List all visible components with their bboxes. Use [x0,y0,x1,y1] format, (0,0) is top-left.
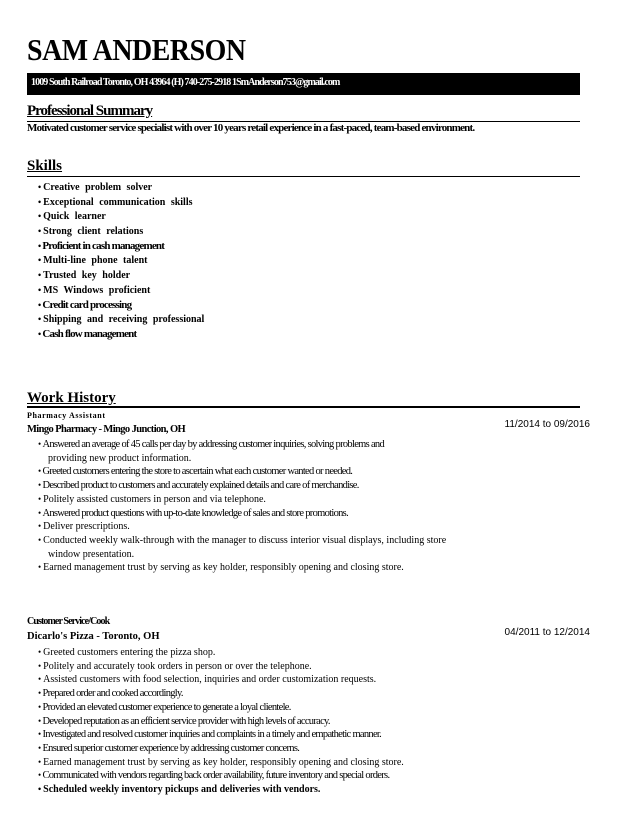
duty-item: • Politely and accurately took orders in person or over the telephone. [38,660,312,672]
skill-item: • Exceptional communication skills [38,196,193,208]
job-company: Mingo Pharmacy - Mingo Junction, OH [27,424,186,435]
duty-item: • Provided an elevated customer experience to generate a loyal clientele. [38,701,291,713]
duty-item: • Prepared order and cooked accordingly. [38,688,183,700]
duty-item: • Developed reputation as an efficient service provider with high levels of accuracy. [38,715,330,727]
skill-item: • Strong client relations [38,226,144,238]
summary-text: Motivated customer service specialist with over 10 years retail experience in a fast-paced, team-based environment. [27,122,475,134]
job-duties [38,438,478,575]
duty-item: • Greeted customers entering the store to ascertain what each customer wanted or needed. [38,466,353,478]
skill-item: • Shipping and receiving professional [38,314,205,326]
duty-item: • Ensured superior customer experience by addressing customer concerns. [38,742,300,754]
duty-item: • Conducted weekly walk-through with the manager to discuss interior visual displays, including store window presentation. [38,534,447,560]
duty-item: • Investigated and resolved customer inquiries and complaints in a timely and empathetic manner. [38,729,382,741]
duty-item: • Earned management trust by serving as key holder, responsibly opening and closing store. [38,756,404,768]
contact-bar [27,73,580,95]
duty-item: • Described product to customers and accurately explained details and care of merchandise. [38,480,359,492]
skills-heading: Skills [27,158,63,174]
job-dates: 04/2011 to 12/2014 [504,627,590,638]
summary-heading: Professional Summary [27,103,153,119]
skill-item: • Creative problem solver [38,182,153,193]
skills-rule [27,176,580,177]
duty-item: • Politely assisted customers in person and via telephone. [38,493,266,505]
job-title: Pharmacy Assistant [27,411,106,420]
job-dates: 11/2014 to 09/2016 [504,419,590,430]
work-heading: Work History [27,390,116,406]
duty-item: • Deliver prescriptions. [38,521,130,533]
job-title: Customer Service/Cook [27,616,110,627]
duty-item: • Greeted customers entering the pizza shop. [38,647,216,658]
skill-item: • Trusted key holder [38,270,131,282]
duty-item: • Answered an average of 45 calls per day by addressing customer inquiries, solving problems and providing new product information. [38,439,385,464]
candidate-name: SAM ANDERSON [27,32,246,67]
skill-item: • Quick learner [38,211,106,223]
skill-item: • Proficient in cash management [38,239,165,252]
work-rule [27,406,580,408]
job-company: Dicarlo's Pizza - Toronto, OH [27,631,160,642]
duty-item: • Answered product questions with up-to-date knowledge of sales and store promotions. [38,507,348,519]
skill-item: • Credit card processing [38,298,132,311]
duty-item: • Scheduled weekly inventory pickups and deliveries with vendors. [38,784,321,796]
duty-item: • Earned management trust by serving as key holder, responsibly opening and closing store. [38,562,404,574]
skill-item: • Multi-line phone talent [38,255,148,267]
skill-item: • Cash flow management [38,327,137,340]
duty-item: • Communicated with vendors regarding back order availability, future inventory and special orders. [38,770,390,782]
duty-item: • Assisted customers with food selection, inquiries and order customization requests. [38,674,377,686]
job-duties [38,646,478,797]
contact-info: 1009 South Railroad Toronto, OH 43964 (H) 740-275-2918 1SmAnderson753@gmail.com [31,77,340,88]
skill-item: • MS Windows proficient [38,284,151,296]
skills-list [38,180,204,342]
